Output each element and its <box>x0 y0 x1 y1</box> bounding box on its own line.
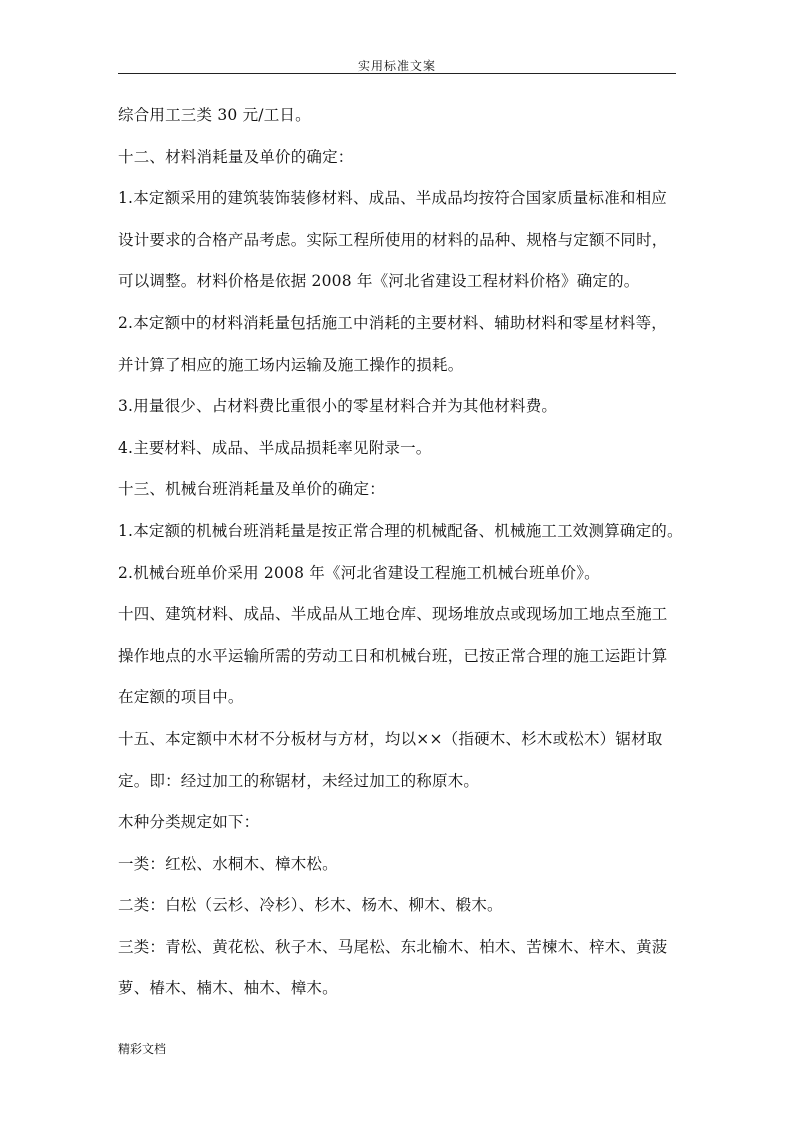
text-line: 木种分类规定如下： <box>118 813 260 832</box>
text-line: 4.主要材料、成品、半成品损耗率见附录一。 <box>118 438 432 457</box>
text-line: 定。即：经过加工的称锯材，未经过加工的称原木。 <box>118 771 480 790</box>
section-heading-12: 十二、材料消耗量及单价的确定： <box>118 147 354 166</box>
text-line: 操作地点的水平运输所需的劳动工日和机械台班，已按正常合理的施工运距计算 <box>118 646 668 665</box>
text-line: 一类：红松、水桐木、樟木松。 <box>118 854 338 873</box>
section-heading-14: 十四、建筑材料、成品、半成品从工地仓库、现场堆放点或现场加工地点至施工 <box>118 605 668 624</box>
section-heading-15: 十五、本定额中木材不分板材与方材，均以××（指硬木、杉木或松木）锯材取 <box>118 729 663 748</box>
text-line: 1.本定额采用的建筑装饰装修材料、成品、半成品均按符合国家质量标准和相应 <box>118 189 667 208</box>
text-line: 三类：青松、黄花松、秋子木、马尾松、东北榆木、柏木、苦楝木、梓木、黄菠 <box>118 937 668 956</box>
text-line: 萝、椿木、楠木、柚木、樟木。 <box>118 979 338 998</box>
text-line: 1.本定额的机械台班消耗量是按正常合理的机械配备、机械施工工效测算确定的。 <box>118 521 683 540</box>
text-line: 2.机械台班单价采用 2008 年《河北省建设工程施工机械台班单价》。 <box>118 563 600 582</box>
page-footer: 精彩文档 <box>118 1042 167 1056</box>
page-header: 实用标准文案 <box>357 59 436 73</box>
text-line: 综合用工三类 30 元/工日。 <box>118 106 311 124</box>
text-line: 设计要求的合格产品考虑。实际工程所使用的材料的品种、规格与定额不同时， <box>118 230 668 249</box>
text-line: 3.用量很少、占材料费比重很小的零星材料合并为其他材料费。 <box>118 397 558 416</box>
header-divider <box>118 73 676 74</box>
document-body <box>118 100 683 1015</box>
section-heading-13: 十三、机械台班消耗量及单价的确定： <box>118 480 385 499</box>
text-line: 2.本定额中的材料消耗量包括施工中消耗的主要材料、辅助材料和零星材料等， <box>118 313 667 332</box>
text-line: 并计算了相应的施工场内运输及施工操作的损耗。 <box>118 355 464 374</box>
text-line: 在定额的项目中。 <box>118 688 244 707</box>
text-line: 可以调整。材料价格是依据 2008 年《河北省建设工程材料价格》确定的。 <box>118 272 640 291</box>
text-line: 二类：白松（云杉、冷杉）、杉木、杨木、柳木、椴木。 <box>118 896 503 915</box>
